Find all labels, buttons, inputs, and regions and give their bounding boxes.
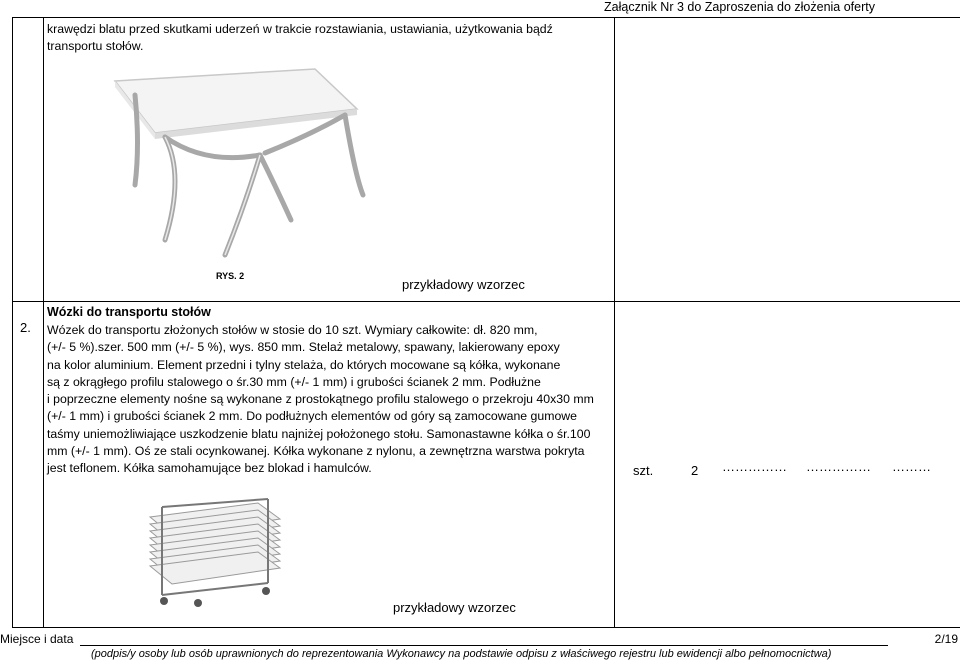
top-text-line: transportu stołów. — [47, 39, 144, 54]
item-title: Wózki do transportu stołów — [47, 305, 211, 319]
description-line: jest teflonem. Kółka samohamujące bez blokad i hamulców. — [47, 461, 372, 476]
item-quantity: 2 — [691, 463, 699, 478]
table-row-divider — [12, 301, 960, 302]
page-number: 2/19 — [934, 632, 958, 646]
trolley-figure — [138, 497, 288, 609]
description-line: mm (+/- 1 mm). Oś ze stali ocynkowanej. Kółka wykonane z nylonu, a zewnętrzna warstwa pokryta — [47, 444, 585, 459]
attachment-header: Załącznik Nr 3 do Zaproszenia do złożenia oferty — [604, 0, 875, 14]
description-line: (+/- 1 mm) i grubości ścianek 2 mm. Do podłużnych elementów od góry są zamocowane gumowe — [47, 409, 578, 424]
sample-label-1: przykładowy wzorzec — [402, 277, 525, 292]
sample-label-2: przykładowy wzorzec — [393, 600, 516, 615]
item-number: 2. — [20, 320, 31, 335]
description-line: taśmy uniemożliwiające uszkodzenie blatu najniżej położonego stołu. Samonastawne kółka o śr.100 — [47, 426, 591, 441]
table-border-bottom — [12, 627, 960, 628]
item-unit: szt. — [633, 463, 654, 478]
top-text-line: krawędzi blatu przed skutkami uderzeń w trakcie rozstawiania, ustawiania, użytkowania bądź — [47, 22, 553, 36]
place-date-label: Miejsce i data — [0, 632, 74, 646]
unit-price-blank[interactable]: …………… — [722, 459, 787, 474]
gross-value-blank[interactable]: ……… — [892, 459, 931, 474]
description-line: i poprzeczne elementy nośne są wykonane z prostokątnego profilu stalowego o przekroju 40x30 mm — [47, 392, 594, 407]
table-col-divider-2 — [614, 17, 615, 627]
description-line: Wózek do transportu złożonych stołów w stosie do 10 szt. Wymiary całkowite: dł. 820 mm, — [47, 323, 538, 337]
net-value-blank[interactable]: …………… — [806, 459, 871, 474]
top-description — [47, 21, 553, 56]
description-line: na kolor aluminium. Element przedni i tylny stelaża, do których mocowane są kółka, wykonane — [47, 357, 561, 372]
description-line: są z okrągłego profilu stalowego o śr.30 mm (+/- 1 mm) i grubości ścianek 2 mm. Podłużne — [47, 374, 541, 389]
place-date-signature-line[interactable] — [80, 645, 888, 646]
signature-note: (podpis/y osoby lub osób uprawnionych do reprezentowania Wykonawcy na podstawie odpisu z właściwego rejestru lub ewidencji albo pełnomocnictwa) — [91, 648, 832, 660]
figure-caption: RYS. 2 — [216, 271, 245, 281]
description-line: (+/- 5 %).szer. 500 mm (+/- 5 %), wys. 850 mm. Stelaż metalowy, spawany, lakierowany epoxy — [47, 340, 560, 355]
table-border-top — [12, 17, 960, 18]
table-col-divider-1 — [43, 17, 44, 627]
table-figure — [95, 55, 375, 285]
table-border-left — [12, 17, 13, 627]
item-description — [47, 322, 594, 478]
